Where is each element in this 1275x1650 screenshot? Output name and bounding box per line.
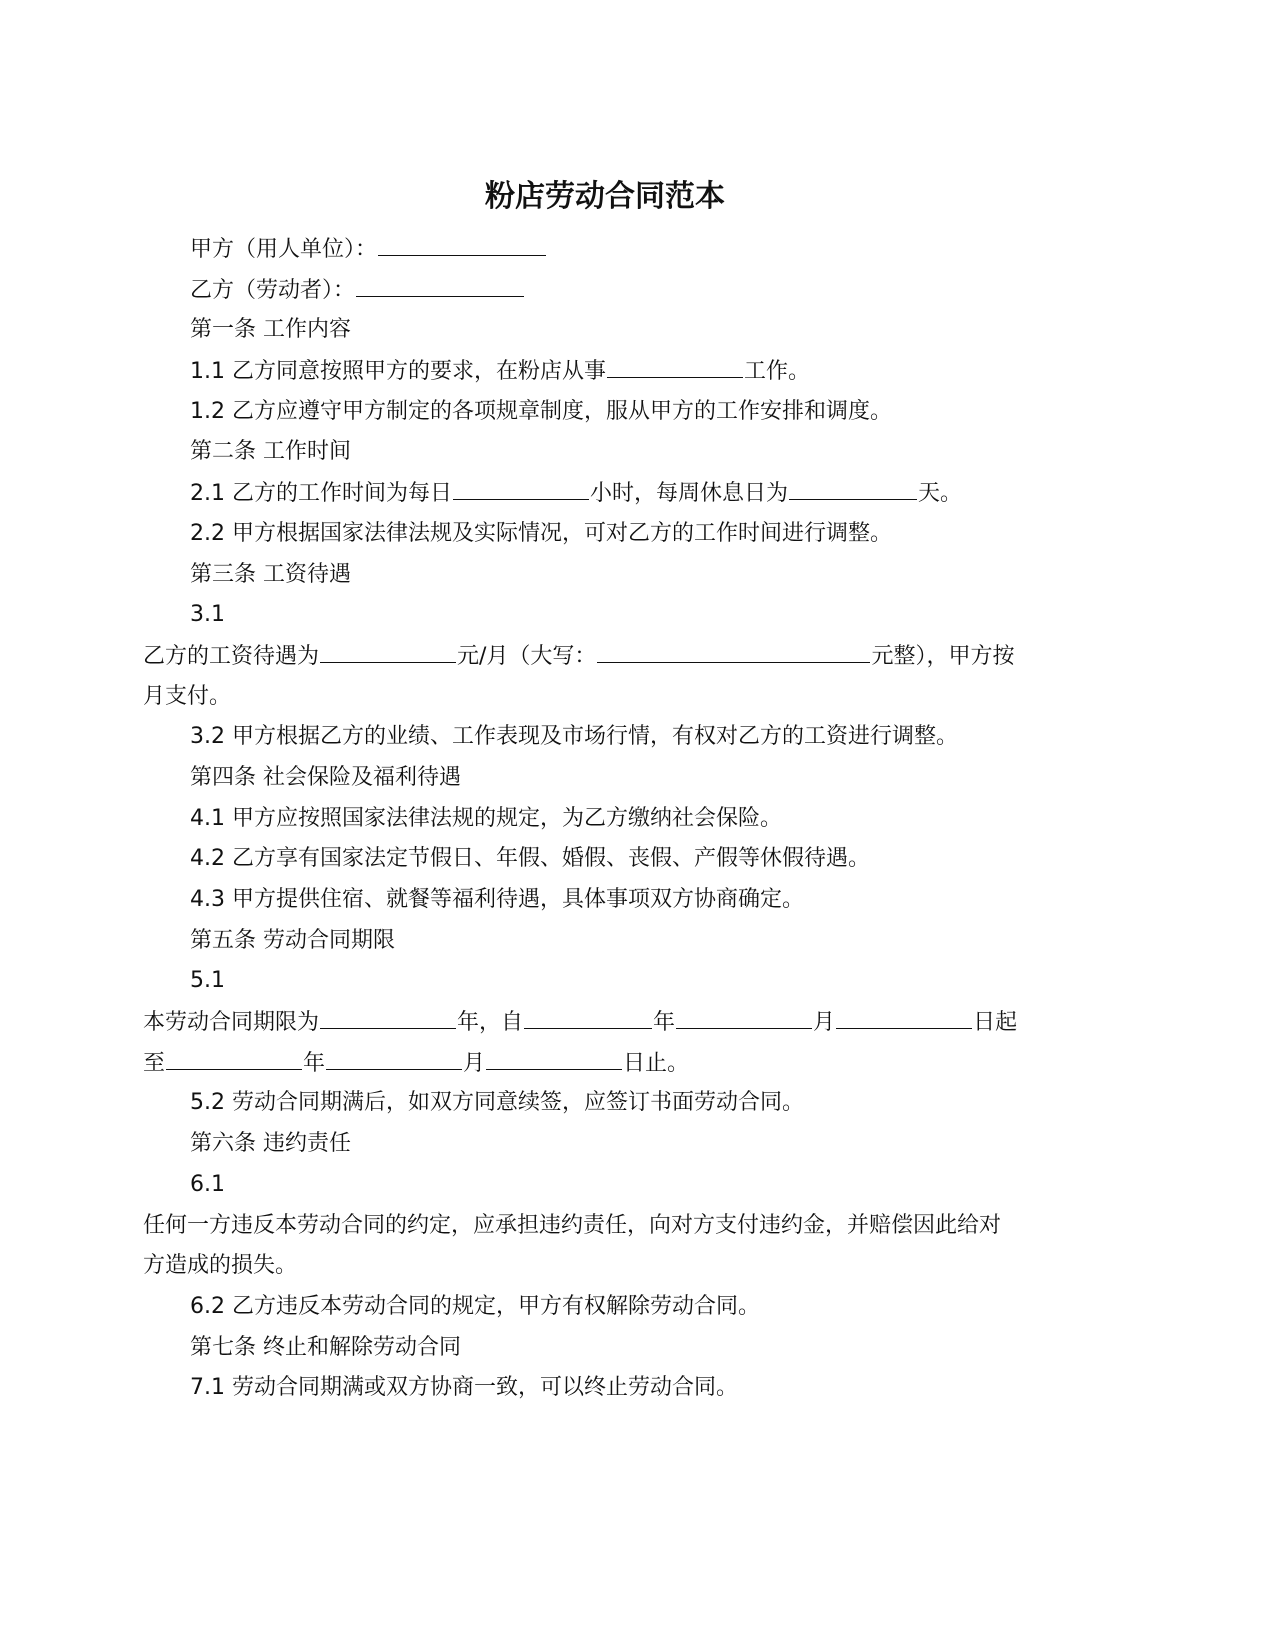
salary-words-blank [597, 636, 870, 663]
term-years-blank [320, 1002, 456, 1029]
clause-text: 2.1 乙方的工作时间为每日 [190, 481, 452, 507]
party-b-line [143, 270, 1103, 311]
clause-number: 3.1 [190, 602, 225, 628]
clause-5-1 [143, 1002, 1103, 1043]
clause-text: 乙方的工资待遇为 [143, 643, 320, 669]
rest-days-blank [789, 473, 917, 500]
clause-4-3: 4.3 甲方提供住宿、就餐等福利待遇，具体事项双方协商确定。 [190, 887, 804, 912]
contract-body [143, 229, 1103, 1409]
end-day-blank [486, 1043, 622, 1070]
party-b-label: 乙方（劳动者）： [190, 277, 356, 303]
article-heading: 第一条 工作内容 [190, 317, 351, 343]
clause-text: 至 [143, 1050, 166, 1076]
clause-3-1-cont: 月支付。 [143, 683, 232, 709]
clause-text: 月 [463, 1050, 486, 1076]
clause-number: 6.1 [190, 1171, 225, 1197]
clause-text: 天。 [918, 481, 963, 507]
clause-4-1: 4.1 甲方应按照国家法律法规的规定，为乙方缴纳社会保险。 [190, 805, 782, 831]
article-heading: 第三条 工资待遇 [190, 561, 351, 587]
article-heading: 第七条 终止和解除劳动合同 [190, 1334, 461, 1360]
article-heading: 第四条 社会保险及福利待遇 [190, 764, 461, 790]
clause-text: 1.1 乙方同意按照甲方的要求，在粉店从事 [190, 359, 606, 385]
clause-5-2: 5.2 劳动合同期满后，如双方同意续签，应签订书面劳动合同。 [190, 1090, 804, 1116]
clause-text: 年 [303, 1050, 326, 1076]
hours-blank [453, 473, 589, 500]
clause-6-1: 任何一方违反本劳动合同的约定，应承担违约责任，向对方支付违约金，并赔偿因此给对 [143, 1212, 1002, 1238]
article-heading: 第二条 工作时间 [190, 439, 351, 465]
clause-6-1-cont: 方造成的损失。 [143, 1253, 298, 1279]
clause-text: 元/月（大写： [457, 643, 597, 669]
end-month-blank [326, 1043, 462, 1070]
end-year-blank [166, 1043, 302, 1070]
clause-3-2: 3.2 甲方根据乙方的业绩、工作表现及市场行情，有权对乙方的工资进行调整。 [190, 724, 958, 750]
clause-text: 工作。 [743, 359, 810, 385]
clause-text: 月 [813, 1010, 836, 1036]
clause-text: 本劳动合同期限为 [143, 1010, 320, 1036]
party-a-line [143, 229, 1103, 270]
salary-blank [320, 636, 456, 663]
clause-text: 小时，每周休息日为 [589, 481, 788, 507]
start-day-blank [836, 1002, 972, 1029]
party-a-label: 甲方（用人单位）： [190, 237, 378, 262]
clause-4-2: 4.2 乙方享有国家法定节假日、年假、婚假、丧假、产假等休假待遇。 [190, 846, 870, 872]
clause-text: 日止。 [623, 1050, 690, 1076]
clause-text: 年，自 [457, 1010, 524, 1036]
clause-2-1 [143, 473, 1103, 514]
clause-2-2: 2.2 甲方根据国家法律法规及实际情况，可对乙方的工作时间进行调整。 [190, 520, 892, 546]
clause-1-2: 1.2 乙方应遵守甲方制定的各项规章制度，服从甲方的工作安排和调度。 [190, 398, 892, 424]
clause-number: 5.1 [190, 968, 225, 994]
clause-7-1: 7.1 劳动合同期满或双方协商一致，可以终止劳动合同。 [190, 1375, 738, 1401]
clause-text: 年 [653, 1010, 676, 1036]
start-month-blank [676, 1002, 812, 1029]
clause-5-1-cont [143, 1043, 1103, 1084]
clause-1-1 [143, 351, 1103, 392]
party-b-blank [356, 270, 524, 297]
start-year-blank [524, 1002, 652, 1029]
clause-text: 日起 [973, 1010, 1018, 1036]
clause-3-1 [143, 636, 1103, 677]
article-heading: 第五条 劳动合同期限 [190, 927, 395, 953]
article-heading: 第六条 违约责任 [190, 1131, 351, 1157]
clause-text: 元整），甲方按 [871, 643, 1015, 669]
clause-6-2: 6.2 乙方违反本劳动合同的规定，甲方有权解除劳动合同。 [190, 1293, 760, 1319]
party-a-blank [378, 229, 546, 256]
job-blank [607, 351, 743, 378]
document-title: 粉店劳动合同范本 [485, 179, 725, 214]
